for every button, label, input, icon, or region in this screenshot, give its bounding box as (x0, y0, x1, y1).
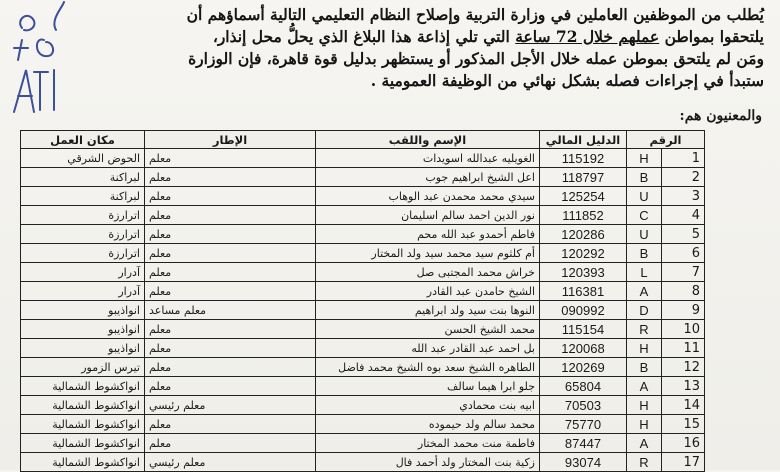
row-workplace: انواكشوط الشمالية (21, 453, 145, 472)
notice-line-2 (74, 26, 764, 48)
row-full-name: ابيه بنت محمادي (316, 396, 540, 415)
row-workplace: انواذيبو (21, 320, 145, 339)
row-workplace: انواكشوط الشمالية (21, 396, 145, 415)
table-row (21, 396, 705, 415)
row-number: 6 (662, 244, 705, 263)
row-role: معلم (145, 149, 316, 168)
row-grade-letter: A (627, 434, 662, 453)
row-salary-id: 120292 (540, 244, 627, 263)
row-full-name: خراش محمد المجتبى صل (316, 263, 540, 282)
notice-line-4: ستبدأ في إجراءات فصله بشكل نهائي من الوظيفة العمومية . (370, 71, 764, 90)
row-grade-letter: B (627, 244, 662, 263)
row-role: معلم (145, 320, 316, 339)
row-number: 9 (662, 301, 705, 320)
row-salary-id: 75770 (540, 415, 627, 434)
row-full-name: فاطم أحمدو عبد الله محم (316, 225, 540, 244)
row-workplace: اترارزة (21, 244, 145, 263)
table-row (21, 434, 705, 453)
row-grade-letter: U (627, 225, 662, 244)
notice-paragraph (74, 4, 764, 92)
row-role: معلم (145, 168, 316, 187)
row-full-name: الغويليه عبدالله اسويدات (316, 149, 540, 168)
employee-table (20, 130, 705, 472)
row-role: معلم (145, 282, 316, 301)
row-salary-id: 090992 (540, 301, 627, 320)
header-workplace: مكان العمل (21, 131, 145, 149)
row-number: 13 (662, 377, 705, 396)
row-role: معلم (145, 263, 316, 282)
row-role: معلم (145, 206, 316, 225)
row-full-name: محمد الشيخ الحسن (316, 320, 540, 339)
row-salary-id: 118797 (540, 168, 627, 187)
row-grade-letter: H (627, 396, 662, 415)
row-grade-letter: A (627, 377, 662, 396)
row-workplace: انواكشوط الشمالية (21, 434, 145, 453)
table-row (21, 358, 705, 377)
row-number: 14 (662, 396, 705, 415)
row-full-name: اعل الشيخ ابراهيم جوب (316, 168, 540, 187)
row-grade-letter: B (627, 358, 662, 377)
row-grade-letter: H (627, 339, 662, 358)
row-number: 17 (662, 453, 705, 472)
row-grade-letter: D (627, 301, 662, 320)
row-workplace: الحوض الشرقي (21, 149, 145, 168)
table-row (21, 453, 705, 472)
row-workplace: انواذيبو (21, 339, 145, 358)
header-salary-id: الدليل المالي (540, 131, 627, 149)
row-salary-id: 111852 (540, 206, 627, 225)
row-full-name: نور الدين احمد سالم اسليمان (316, 206, 540, 225)
row-salary-id: 115192 (540, 149, 627, 168)
row-workplace: لبراكنة (21, 187, 145, 206)
row-full-name: سيدي محمد محمدن عبد الوهاب (316, 187, 540, 206)
row-role: معلم (145, 434, 316, 453)
header-full-name: الإسم واللقب (316, 131, 540, 149)
concerned-intro: والمعنيون هم: (679, 108, 762, 124)
row-workplace: لبراكنة (21, 168, 145, 187)
row-grade-letter: C (627, 206, 662, 225)
row-workplace: انواكشوط الشمالية (21, 415, 145, 434)
row-number: 1 (662, 149, 705, 168)
notice-line-2-end: إذاعة هذا البلاغ الذي يحلُّ محل إنذار، (212, 27, 451, 46)
row-salary-id: 120393 (540, 263, 627, 282)
notice-line-1: يُطلب من الموظفين العاملين في وزارة التربية وإصلاح النظام التعليمي التالية أسماؤهم أن (186, 5, 764, 24)
row-number: 2 (662, 168, 705, 187)
row-workplace: انواذيبو (21, 301, 145, 320)
row-workplace: اترارزة (21, 206, 145, 225)
header-number: الرقم (627, 131, 705, 149)
row-number: 10 (662, 320, 705, 339)
row-number: 11 (662, 339, 705, 358)
row-grade-letter: R (627, 453, 662, 472)
row-number: 8 (662, 282, 705, 301)
handwritten-annotation (4, 0, 74, 118)
table-body (21, 149, 705, 472)
row-grade-letter: L (627, 263, 662, 282)
table-row (21, 263, 705, 282)
row-grade-letter: H (627, 149, 662, 168)
row-number: 7 (662, 263, 705, 282)
row-salary-id: 87447 (540, 434, 627, 453)
row-salary-id: 116381 (540, 282, 627, 301)
notice-line-2-mid: التي تلي (455, 27, 510, 46)
row-workplace: اترارزة (21, 225, 145, 244)
row-role: معلم مساعد (145, 301, 316, 320)
table-row (21, 339, 705, 358)
row-grade-letter: U (627, 187, 662, 206)
row-grade-letter: A (627, 282, 662, 301)
header-role: الإطار (145, 131, 316, 149)
table-header-row (21, 131, 705, 149)
row-salary-id: 115154 (540, 320, 627, 339)
table-row (21, 225, 705, 244)
row-full-name: محمد سالم ولد حيموده (316, 415, 540, 434)
row-full-name: الشيخ حامدن عبد القادر (316, 282, 540, 301)
row-salary-id: 120068 (540, 339, 627, 358)
row-role: معلم (145, 187, 316, 206)
row-role: معلم رئيسي (145, 453, 316, 472)
row-number: 5 (662, 225, 705, 244)
table-row (21, 244, 705, 263)
table-row (21, 168, 705, 187)
row-full-name: أم كلثوم سيد محمد سيد ولد المختار (316, 244, 540, 263)
row-salary-id: 93074 (540, 453, 627, 472)
row-grade-letter: H (627, 415, 662, 434)
row-role: معلم (145, 415, 316, 434)
row-full-name: بل احمد عبد القادر عبد الله (316, 339, 540, 358)
notice-line-2-start: يلتحقوا بمواطن (664, 27, 764, 46)
row-number: 3 (662, 187, 705, 206)
row-salary-id: 125254 (540, 187, 627, 206)
row-full-name: النوها بنت سيد ولد ابراهيم (316, 301, 540, 320)
deadline-emphasis: عملهم خلال 72 ساعة (515, 27, 660, 46)
table-row (21, 301, 705, 320)
table-row (21, 320, 705, 339)
notice-line-3: ومَن لم يلتحق بموطن عمله خلال الأجل المذكور أو يستظهر بدليل قوة قاهرة، فإن الوزارة (188, 49, 764, 68)
table-row (21, 206, 705, 225)
row-full-name: زكية بنت المختار ولد أحمد فال (316, 453, 540, 472)
row-number: 15 (662, 415, 705, 434)
row-workplace: انواكشوط الشمالية (21, 377, 145, 396)
row-role: معلم (145, 358, 316, 377)
row-workplace: آدرار (21, 263, 145, 282)
row-grade-letter: R (627, 320, 662, 339)
row-salary-id: 120269 (540, 358, 627, 377)
row-full-name: الطاهره الشيخ سعد بوه الشيخ محمد فاضل (316, 358, 540, 377)
row-role: معلم (145, 225, 316, 244)
row-salary-id: 70503 (540, 396, 627, 415)
row-full-name: فاطمة منت محمد المختار (316, 434, 540, 453)
table-row (21, 149, 705, 168)
row-role: معلم (145, 339, 316, 358)
row-grade-letter: B (627, 168, 662, 187)
row-workplace: آدرار (21, 282, 145, 301)
row-number: 16 (662, 434, 705, 453)
table-row (21, 377, 705, 396)
table-row (21, 187, 705, 206)
row-role: معلم رئيسي (145, 396, 316, 415)
row-full-name: جلو ابرا هيما سالف (316, 377, 540, 396)
row-role: معلم (145, 244, 316, 263)
row-number: 4 (662, 206, 705, 225)
row-workplace: تيرس الزمور (21, 358, 145, 377)
row-role: معلم (145, 377, 316, 396)
row-salary-id: 65804 (540, 377, 627, 396)
row-salary-id: 120286 (540, 225, 627, 244)
table-row (21, 282, 705, 301)
table-row (21, 415, 705, 434)
row-number: 12 (662, 358, 705, 377)
